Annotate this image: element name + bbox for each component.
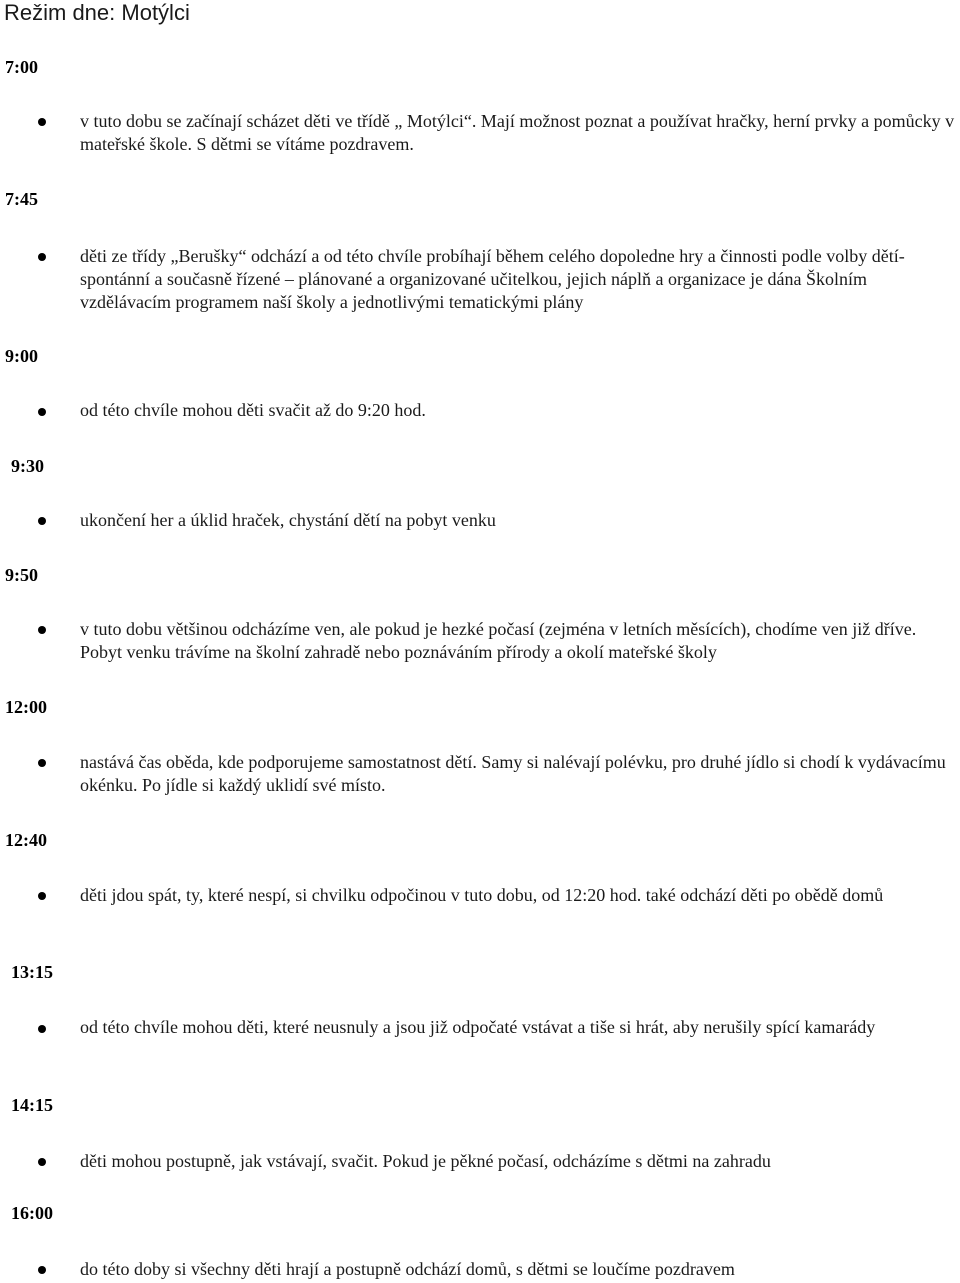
activity-text: v tuto dobu většinou odcházíme ven, ale pokud je hezké počasí (zejména v letních měsících), chodíme ven již dříve. Pobyt venku trávíme na školní zahradě nebo poznáváním přírody a okolí mateřské školy [80, 619, 917, 662]
activity-text: děti ze třídy „Berušky“ odchází a od této chvíle probíhají během celého dopoledne hry a činnosti podle volby dětí- spontánní a současně řízené – plánované a organizované učitelkou, jejich náplň a organizace je dána Školním vzdělávacím programem naší školy a jednotlivými tematickými plány [80, 246, 905, 312]
bullet-icon [38, 1158, 46, 1166]
bullet-icon [38, 253, 46, 261]
activity-text: v tuto dobu se začínají scházet děti ve třídě „ Motýlci“. Mají možnost poznat a používat hračky, herní prvky a pomůcky v mateřské škole. S dětmi se vítáme pozdravem. [80, 111, 955, 154]
activity-text: do této doby si všechny děti hrají a postupně odchází domů, s dětmi se loučíme pozdravem [80, 1259, 735, 1279]
time-label: 13:15 [11, 962, 53, 982]
time-label: 9:00 [5, 346, 38, 366]
time-label: 14:15 [11, 1095, 53, 1115]
activity-text: děti mohou postupně, jak vstávají, svačit. Pokud je pěkné počasí, odcházíme s dětmi na zahradu [80, 1151, 771, 1171]
time-label: 9:30 [11, 456, 44, 476]
activity-text: od této chvíle mohou děti svačit až do 9:20 hod. [80, 400, 426, 420]
time-label: 7:45 [5, 189, 38, 209]
bullet-icon [38, 759, 46, 767]
bullet-icon [38, 1025, 46, 1033]
time-label: 16:00 [11, 1203, 53, 1223]
activity-text: děti jdou spát, ty, které nespí, si chvilku odpočinou v tuto dobu, od 12:20 hod. také odchází děti po obědě domů [80, 885, 884, 905]
page-title: Režim dne: Motýlci [4, 0, 190, 25]
bullet-icon [38, 892, 46, 900]
activity-text: nastává čas oběda, kde podporujeme samostatnost dětí. Samy si nalévají polévku, pro druhé jídlo si chodí k vydávacímu okénku. Po jídle si každý uklidí své místo. [80, 752, 946, 795]
time-label: 12:00 [5, 697, 47, 717]
time-label: 9:50 [5, 565, 38, 585]
bullet-icon [38, 408, 46, 416]
bullet-icon [38, 626, 46, 634]
activity-text: ukončení her a úklid hraček, chystání dětí na pobyt venku [80, 510, 496, 530]
time-label: 7:00 [5, 57, 38, 77]
bullet-icon [38, 517, 46, 525]
bullet-icon [38, 118, 46, 126]
bullet-icon [38, 1266, 46, 1274]
time-label: 12:40 [5, 830, 47, 850]
activity-text: od této chvíle mohou děti, které neusnuly a jsou již odpočaté vstávat a tiše si hrát, aby nerušily spící kamarády [80, 1017, 876, 1037]
